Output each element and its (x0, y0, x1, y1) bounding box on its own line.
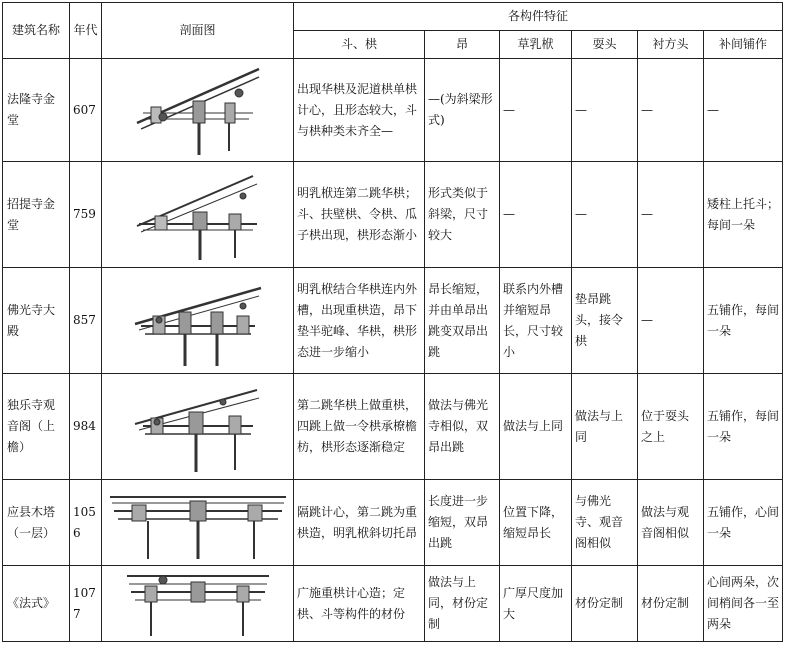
header-name: 建筑名称 (3, 3, 70, 59)
table-row (3, 480, 783, 566)
header-bujianpuzuo: 补间铺作 (704, 31, 783, 59)
feature-chenfangtou: — (638, 268, 704, 374)
feature-bujianpuzuo: 五铺作，每间一朵 (704, 374, 783, 480)
building-name: 独乐寺观音阁（上檐） (3, 374, 70, 480)
section-drawing (102, 268, 294, 374)
feature-dougong: 出现华栱及泥道栱单栱计心，且形态较大，斗与栱种类未齐全— (294, 59, 425, 162)
feature-bujianpuzuo: 五铺作，每间一朵 (704, 268, 783, 374)
feature-ang: 昂长缩短，并由单昂出跳变双昂出跳 (425, 268, 500, 374)
feature-ang: 长度进一步缩短，双昂出跳 (425, 480, 500, 566)
section-drawing-foguangsi (133, 274, 263, 368)
building-name: 法隆寺金堂 (3, 59, 70, 162)
feature-caorufu: 做法与上同 (500, 374, 572, 480)
section-drawing (102, 162, 294, 268)
building-name: 招提寺金堂 (3, 162, 70, 268)
feature-dougong: 第二跳华栱上做重栱，四跳上做一令栱承橑檐枋，栱形态逐渐稳定 (294, 374, 425, 480)
feature-ang: 做法与佛光寺相似，双昂出跳 (425, 374, 500, 480)
feature-dougong: 明乳栿结合华栱连内外槽，出现重栱造，昂下垫半驼峰、华栱，栱形态进一步缩小 (294, 268, 425, 374)
building-name: 应县木塔（一层） (3, 480, 70, 566)
feature-chenfangtou: — (638, 162, 704, 268)
building-year: 1077 (70, 566, 102, 642)
feature-dougong: 隔跳计心，第二跳为重栱造，明乳栿斜切托昂 (294, 480, 425, 566)
feature-ang: 形式类似于斜梁，尺寸较大 (425, 162, 500, 268)
feature-ang: —(为斜梁形式) (425, 59, 500, 162)
building-year: 759 (70, 162, 102, 268)
table-row (3, 374, 783, 480)
feature-chenfangtou: 材份定制 (638, 566, 704, 642)
feature-bujianpuzuo: 心间两朵，次间梢间各一至两朵 (704, 566, 783, 642)
feature-shuatou: — (572, 59, 638, 162)
table-row (3, 268, 783, 374)
table-row (3, 59, 783, 162)
header-group: 各构件特征 (294, 3, 783, 31)
section-drawing-dulesi (133, 380, 263, 474)
table-row (3, 566, 783, 642)
header-year: 年代 (70, 3, 102, 59)
header-chenfangtou: 衬方头 (638, 31, 704, 59)
feature-ang: 做法与上同，材份定制 (425, 566, 500, 642)
feature-chenfangtou: 位于耍头之上 (638, 374, 704, 480)
section-drawing-horyuji (133, 63, 263, 157)
feature-bujianpuzuo: 五铺作，心间一朵 (704, 480, 783, 566)
feature-bujianpuzuo: 矮柱上托斗；每间一朵 (704, 162, 783, 268)
header-shuatou: 耍头 (572, 31, 638, 59)
section-drawing (102, 59, 294, 162)
header-ang: 昂 (425, 31, 500, 59)
feature-chenfangtou: 做法与观音阁相似 (638, 480, 704, 566)
section-drawing (102, 566, 294, 642)
section-drawing (102, 480, 294, 566)
building-year: 984 (70, 374, 102, 480)
feature-caorufu: 广厚尺度加大 (500, 566, 572, 642)
feature-shuatou: 垫昂跳头，接令栱 (572, 268, 638, 374)
table-row (3, 162, 783, 268)
header-dougong: 斗、栱 (294, 31, 425, 59)
feature-shuatou: 与佛光寺、观音阁相似 (572, 480, 638, 566)
feature-dougong: 广施重栱计心造；定栱、斗等构件的材份 (294, 566, 425, 642)
feature-caorufu: 联系内外槽并缩短昂长，尺寸较小 (500, 268, 572, 374)
section-drawing-toshodaiji (133, 168, 263, 262)
building-comparison-table (2, 2, 783, 642)
header-caorufu: 草乳栿 (500, 31, 572, 59)
building-year: 607 (70, 59, 102, 162)
feature-dougong: 明乳栿连第二跳华栱；斗、扶壁栱、令栱、瓜子栱出现，栱形态渐小 (294, 162, 425, 268)
building-year: 1056 (70, 480, 102, 566)
section-drawing (102, 374, 294, 480)
feature-shuatou: — (572, 162, 638, 268)
section-drawing-yingxian (108, 485, 288, 561)
section-drawing-fashi (123, 570, 273, 638)
feature-shuatou: 材份定制 (572, 566, 638, 642)
building-name: 《法式》 (3, 566, 70, 642)
header-figure: 剖面图 (102, 3, 294, 59)
feature-caorufu: 位置下降，缩短昂长 (500, 480, 572, 566)
building-year: 857 (70, 268, 102, 374)
feature-shuatou: 做法与上同 (572, 374, 638, 480)
feature-caorufu: — (500, 59, 572, 162)
feature-bujianpuzuo: — (704, 59, 783, 162)
feature-caorufu: — (500, 162, 572, 268)
feature-chenfangtou: — (638, 59, 704, 162)
building-name: 佛光寺大殿 (3, 268, 70, 374)
